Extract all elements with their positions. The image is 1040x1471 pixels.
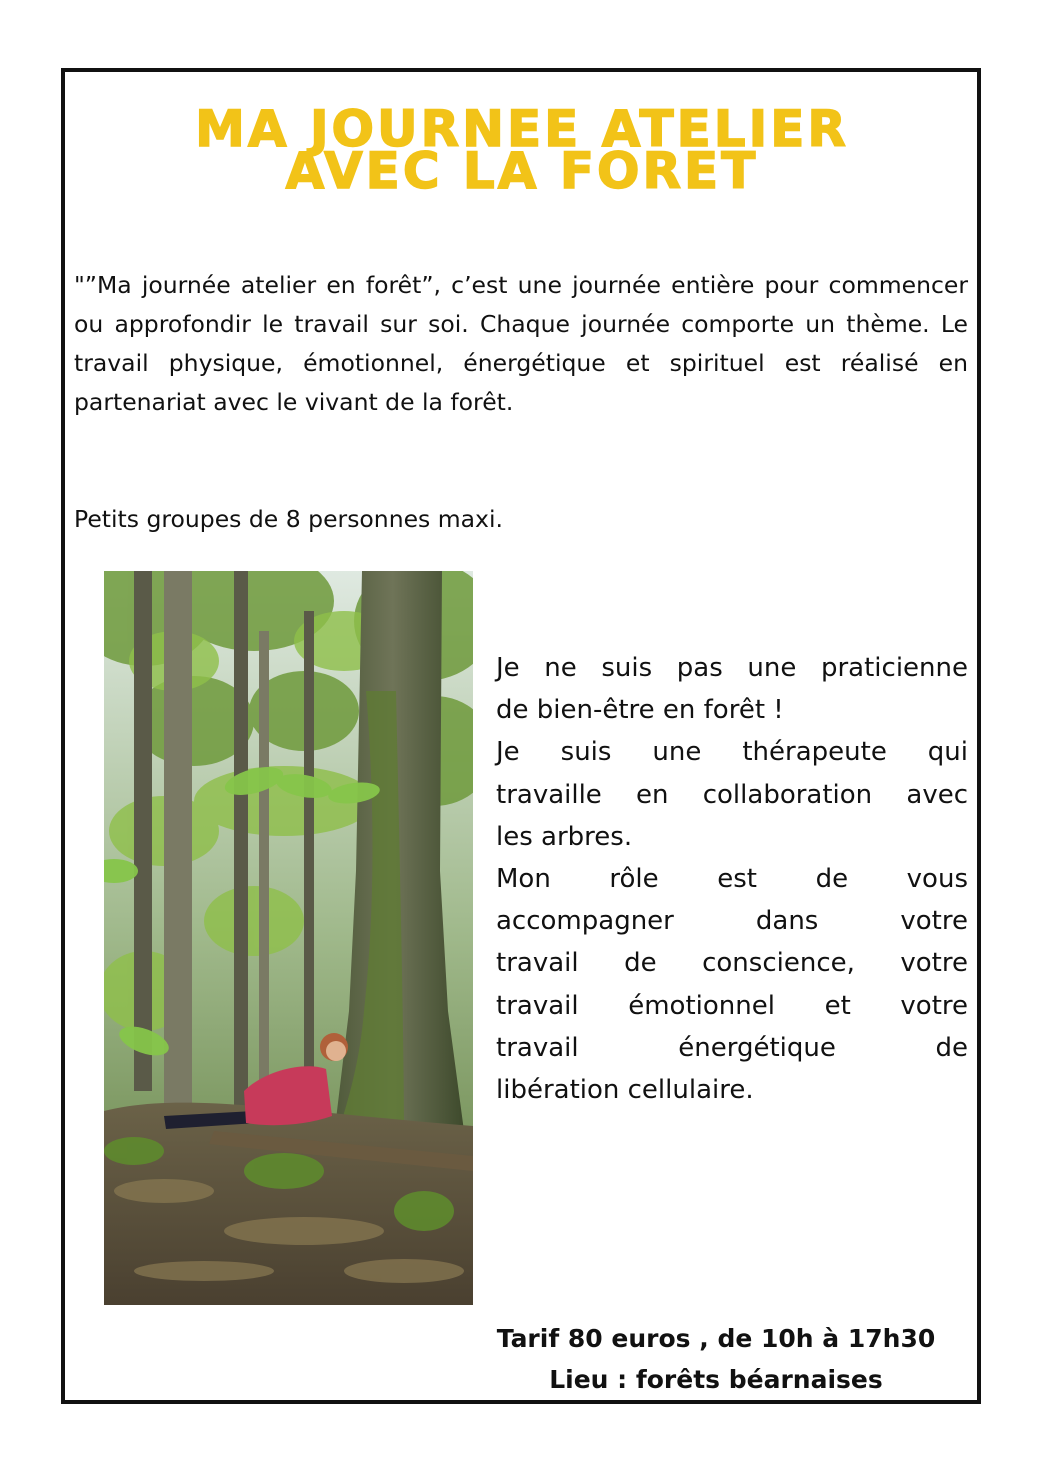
statement-line: libération cellulaire. bbox=[496, 1075, 754, 1106]
page-title bbox=[64, 100, 980, 200]
title-line-1: MA JOURNEE ATELIER bbox=[195, 100, 849, 158]
therapist-statement bbox=[496, 647, 968, 1111]
statement-line: travail émotionnel et votre bbox=[496, 990, 968, 1021]
intro-paragraph: "”Ma journée atelier en forêt”, c’est une journée entière pour commencer ou approfondir le travail sur soi. Chaque journée comporte un thème. Le travail physique, émotionnel, énergétique et spirituel est réalisé en partenariat avec le vivant de la forêt. bbox=[74, 271, 968, 416]
statement-line: accompagner dans votre bbox=[496, 906, 968, 937]
price-and-hours: Tarif 80 euros , de 10h à 17h30 bbox=[496, 1324, 936, 1353]
statement-line: travaille en collaboration avec bbox=[496, 779, 968, 810]
statement-line: Je suis une thérapeute qui bbox=[496, 737, 968, 768]
statement-line: Mon rôle est de vous bbox=[496, 864, 968, 895]
statement-line: les arbres. bbox=[496, 821, 633, 852]
location: Lieu : forêts béarnaises bbox=[549, 1365, 883, 1394]
statement-line: travail énergétique de bbox=[496, 1032, 968, 1063]
forest-photo bbox=[104, 571, 473, 1305]
statement-line: de bien-être en forêt ! bbox=[496, 695, 784, 726]
statement-line: Je ne suis pas une praticienne bbox=[496, 653, 968, 683]
practical-info bbox=[473, 1318, 959, 1400]
group-size-note: Petits groupes de 8 personnes maxi. bbox=[74, 505, 503, 533]
statement-line: travail de conscience, votre bbox=[496, 948, 968, 979]
title-line-2: AVEC LA FORET bbox=[285, 142, 759, 200]
